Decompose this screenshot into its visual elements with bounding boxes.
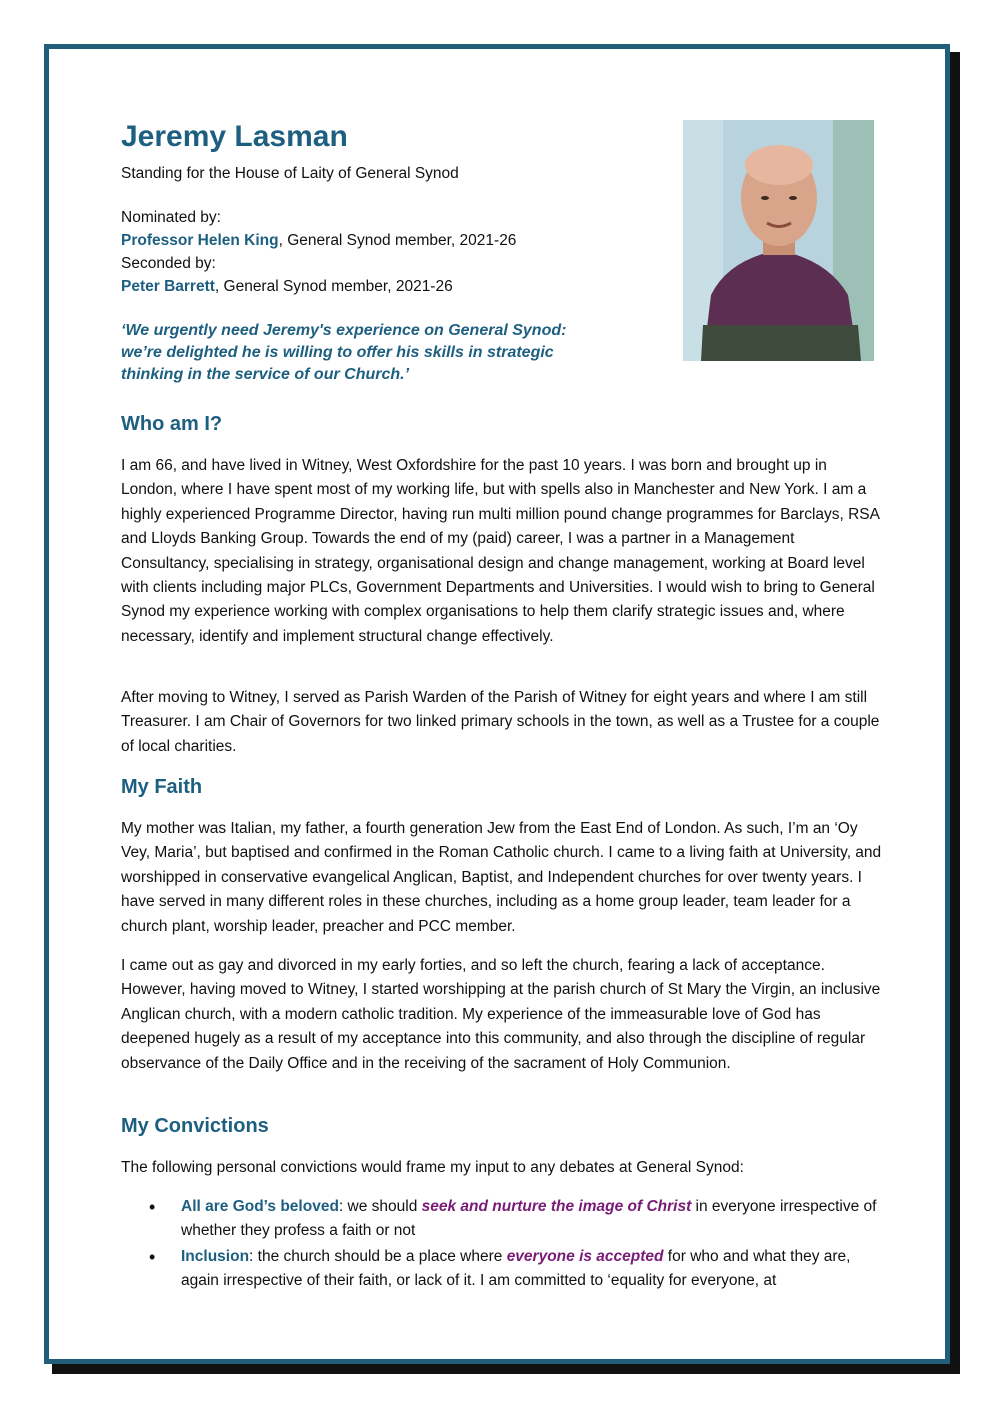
endorsement-quote: ‘We urgently need Jeremy's experience on General Synod: we’re delighted he is willing to offer his skills in strategic thinking in the service of our Church.’ bbox=[121, 322, 567, 383]
conviction-text: : we should bbox=[338, 1198, 422, 1215]
seconder-line bbox=[121, 278, 453, 296]
portrait-illustration bbox=[683, 120, 874, 361]
convictions-heading: My Convictions bbox=[121, 1115, 269, 1137]
faith-paragraph-2: I came out as gay and divorced in my early forties, and so left the church, fearing a lack of acceptance. However, having moved to Witney, I started worshipping at the parish church of St Mary the Virgin, an inclusive Anglican church, with a modern catholic tradition. My experience of the immeasurable love of God has deepened hugely as a result of my acceptance into this community, and also through the discipline of regular observance of the Daily Office and in the receiving of the sacrament of Holy Communion. bbox=[121, 957, 881, 1072]
candidate-name: Jeremy Lasman bbox=[121, 120, 348, 153]
list-item bbox=[121, 1245, 881, 1294]
faith-heading: My Faith bbox=[121, 776, 203, 798]
conviction-text: for who and what they are, again irrespective of their faith, or lack of it. I am committed to ‘equality for everyone, at bbox=[181, 1247, 851, 1290]
faith-paragraph-1: My mother was Italian, my father, a fourth generation Jew from the East End of London. As such, I’m an ‘Oy Vey, Maria’, but baptised and confirmed in the Roman Catholic church. I came to a living faith at University, and worshipped in conservative evangelical Anglican, Baptist, and Independent churches for over twenty years. I have served in many different roles in these churches, including as a home group leader, team leader for a church plant, worship leader, preacher and PCC member. bbox=[121, 820, 882, 935]
seconder-name: Peter Barrett bbox=[121, 278, 215, 295]
list-item bbox=[121, 1195, 881, 1244]
conviction-title: Inclusion bbox=[181, 1247, 250, 1265]
nominator-role: , General Synod member, 2021-26 bbox=[278, 232, 517, 249]
conviction-emphasis: everyone is accepted bbox=[506, 1247, 664, 1265]
who-paragraph-2: After moving to Witney, I served as Parish Warden of the Parish of Witney for eight years and where I am still Treasurer. I am Chair of Governors for two linked primary schools in the town, as well as a Trustee for a couple of local charities. bbox=[121, 689, 880, 755]
conviction-text: : the church should be a place where bbox=[249, 1247, 507, 1265]
nominated-label: Nominated by: bbox=[121, 209, 221, 226]
nominator-line bbox=[121, 232, 516, 250]
seconded-label: Seconded by: bbox=[121, 255, 216, 272]
convictions-intro: The following personal convictions would frame my input to any debates at General Synod: bbox=[121, 1159, 744, 1176]
who-paragraph-1: I am 66, and have lived in Witney, West Oxfordshire for the past 10 years. I was born and brought up in London, where I have spent most of my working life, but with spells also in Manchester and New York. I am a highly experienced Programme Director, having run multi million pound change programmes for Barclays, RSA and Lloyds Banking Group. Towards the end of my (paid) career, I was a partner in a Management Consultancy, specialising in strategy, organisational design and change management, working at Board level with clients including major PLCs, Government Departments and Universities. I would wish to bring to General Synod my experience working with complex organisations to help them clarify strategic issues and, where necessary, identify and implement structural change effectively. bbox=[121, 457, 880, 645]
who-heading: Who am I? bbox=[121, 413, 223, 435]
conviction-title: All are God’s beloved bbox=[181, 1198, 339, 1215]
nominator-name: Professor Helen King bbox=[121, 232, 279, 249]
seconder-role: , General Synod member, 2021-26 bbox=[214, 278, 453, 295]
conviction-emphasis: seek and nurture the image of Christ bbox=[421, 1198, 692, 1215]
candidate-photo bbox=[683, 120, 874, 361]
convictions-list bbox=[121, 1195, 881, 1295]
conviction-text: in everyone irrespective of whether they profess a faith or not bbox=[181, 1198, 877, 1240]
standing-line: Standing for the House of Laity of General Synod bbox=[121, 165, 459, 182]
